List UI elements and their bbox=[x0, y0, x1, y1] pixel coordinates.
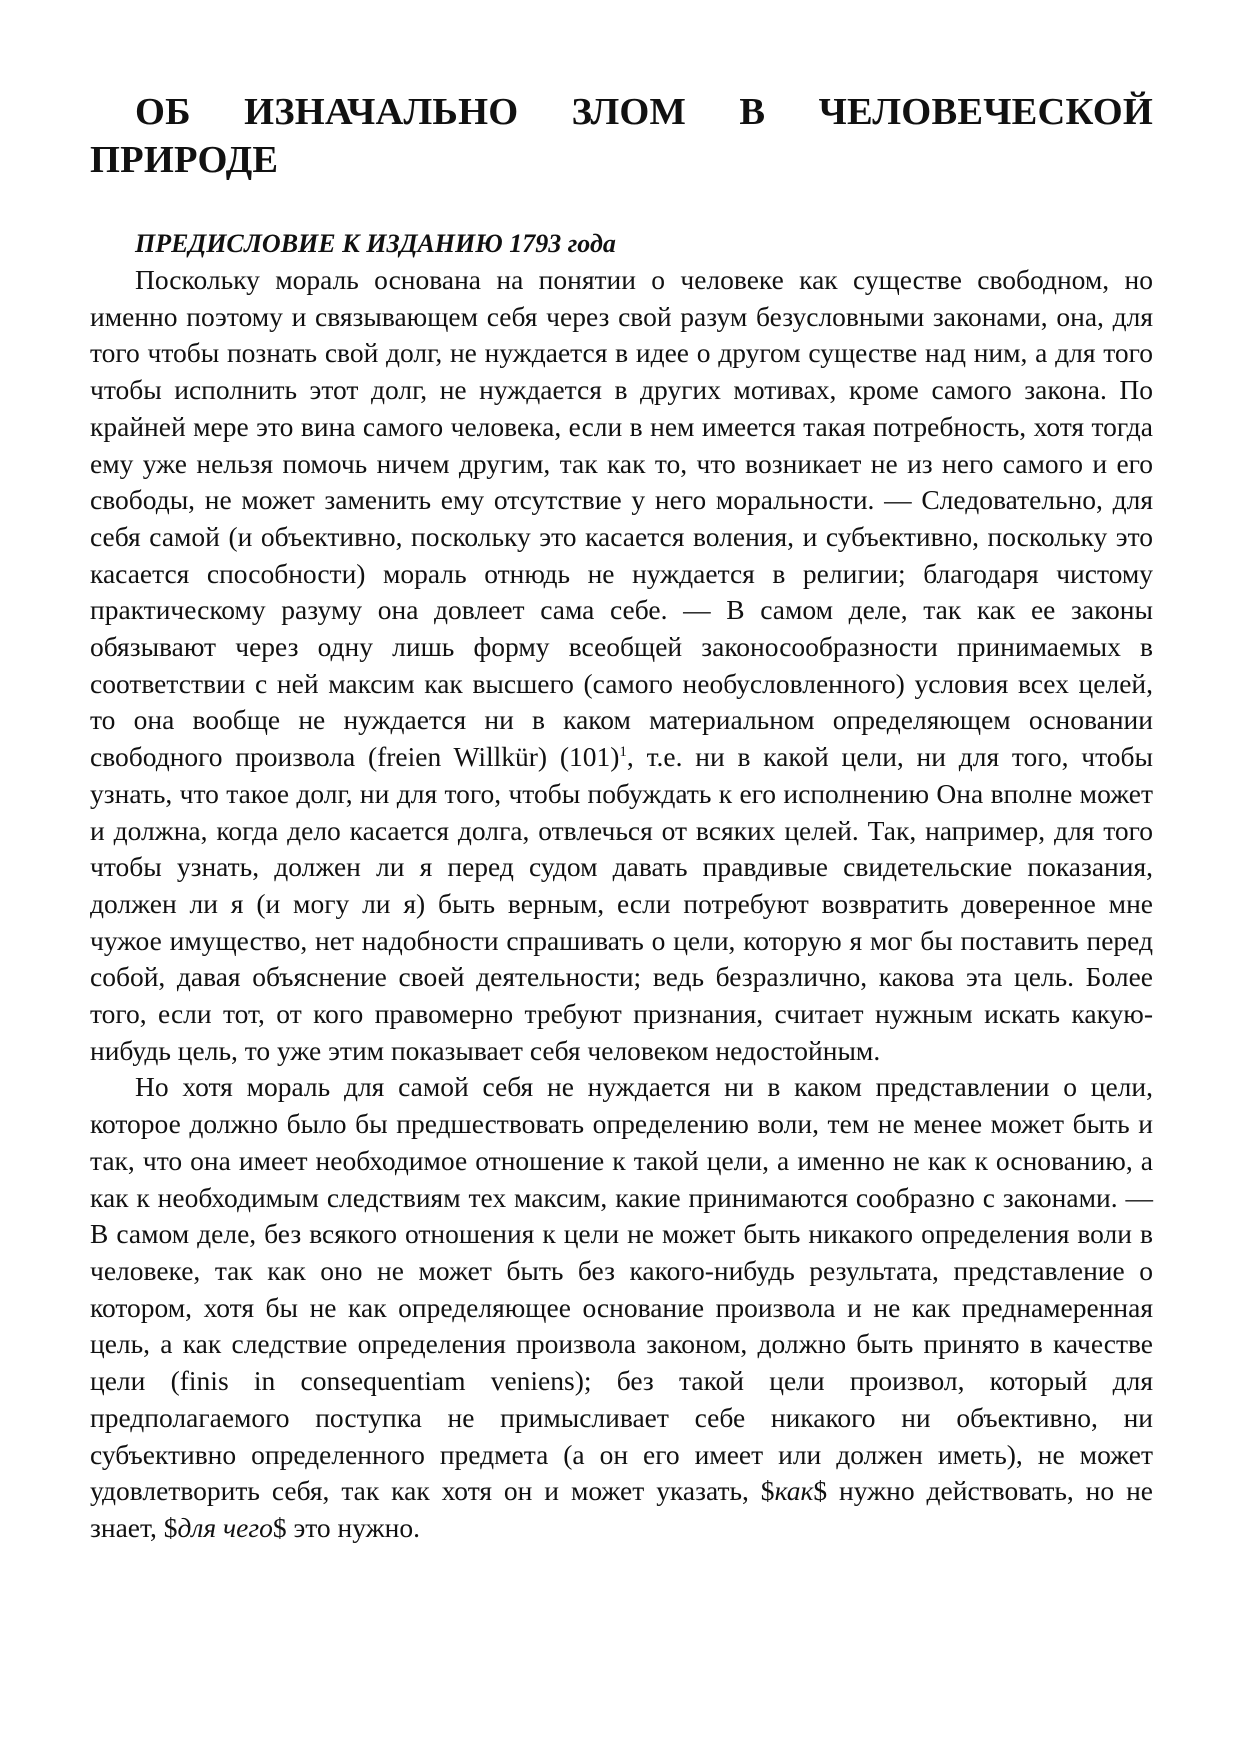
paragraph-2-emphasis-1: как bbox=[774, 1475, 814, 1507]
document-page bbox=[90, 88, 1153, 1547]
paragraph-2-text-c: $ это нужно. bbox=[272, 1511, 420, 1543]
paragraph-2-text-b: $ нужно действовать, но не знает, $ bbox=[90, 1475, 1153, 1543]
footnote-marker[interactable]: 1 bbox=[619, 743, 627, 760]
paragraph-1 bbox=[90, 262, 1153, 1069]
paragraph-1-text-a: Поскольку мораль основана на понятии о человеке как существе свободном, но именно поэтому и связывающем себя через свой разум безусловными законами, она, для того чтобы познать свой долг, не нуждается в идее о другом существе над ним, а для того чтобы исполнить этот долг, не нуждается в других мотивах, кроме самого закона. По крайней мере это вина самого человека, если в нем имеется такая потребность, хотя тогда ему уже нельзя помочь ничем другим, так как то, что возникает не из него самого и его свободы, не может заменить ему отсутствие у него моральности. — Следовательно, для себя самой (и объективно, поскольку это касается воления, и субъективно, поскольку это касается способности) мораль отнюдь не нуждается в религии; благодаря чистому практическому разуму она довлеет сама себе. — В самом деле, так как ее законы обязывают через одну лишь форму всеобщей законосообразности принимаемых в соответствии с ней максим как высшего (самого необусловленного) условия всех целей, то она вообще не нуждается ни в каком материальном определяющем основании свободного произвола (freien Willkür) (101) bbox=[90, 264, 1153, 773]
paragraph-2 bbox=[90, 1069, 1153, 1546]
page-title bbox=[90, 88, 1153, 184]
title-line-2: ПРИРОДЕ bbox=[90, 139, 279, 181]
paragraph-1-text-b: , т.е. ни в какой цели, ни для того, чтобы узнать, что такое долг, ни для того, чтобы побуждать к его исполнению Она вполне может и должна, когда дело касается долга, отвлечься от всяких целей. Так, например, для того чтобы узнать, должен ли я перед судом давать правдивые свидетельские показания, должен ли я (и могу ли я) быть верным, если потребуют возвратить доверенное мне чужое имущество, нет надобности спрашивать о цели, которую я мог бы поставить перед собой, давая объяснение своей деятельности; ведь безразлично, какова эта цель. Более того, если тот, от кого правомерно требуют признания, считает нужным искать какую-нибудь цель, то уже этим показывает себя человеком недостойным. bbox=[90, 741, 1153, 1066]
title-line-1: ОБ ИЗНАЧАЛЬНО ЗЛОМ В ЧЕЛОВЕЧЕСКОЙ bbox=[135, 91, 1153, 133]
paragraph-2-text-a: Но хотя мораль для самой себя не нуждается ни в каком представлении о цели, которое должно было бы предшествовать определению воли, тем не менее может быть и так, что она имеет необходимое отношение к такой цели, а именно не как к основанию, а как к необходимым следствиям тех максим, какие принимаются сообразно с законами. — В самом деле, без всякого отношения к цели не может быть никакого определения воли в человеке, так как оно не может быть без какого-нибудь результата, представление о котором, хотя бы не как определяющее основание произвола и не как преднамеренная цель, а как следствие определения произвола законом, должно быть принято в качестве цели (finis in consequentiam veniens); без такой цели произвол, который для предполагаемого поступка не примысливает себе никакого ни объективно, ни субъективно определенного предмета (а он его имеет или должен иметь), не может удовлетворить себя, так как хотя он и может указать, $ bbox=[90, 1071, 1153, 1507]
section-heading: ПРЕДИСЛОВИЕ К ИЗДАНИЮ 1793 года bbox=[135, 229, 616, 258]
paragraph-2-emphasis-2: для чего bbox=[177, 1511, 273, 1543]
